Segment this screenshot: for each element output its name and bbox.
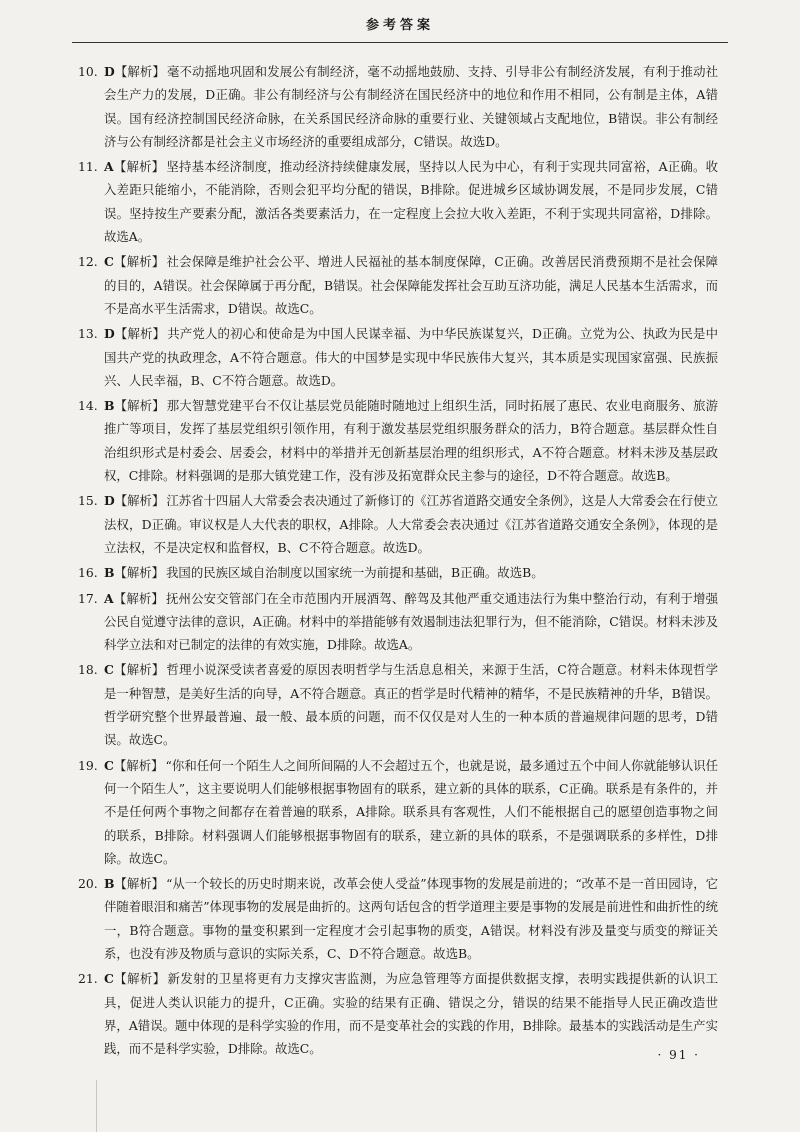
answer-item [78,754,718,870]
answer-key: A [104,159,114,175]
question-number: 20. [78,876,98,892]
analysis-text: “你和任何一个陌生人之间所间隔的人不会超过五个，也就是说，最多通过五个中间人你就能够认识任何一个陌生人”，这主要说明人们能够根据事物固有的联系，建立新的具体的联系，C正确。联系是有条件的，并不是任何两个事物之间都存在着普遍的联系，A排除。联系具有客观性，人们不能根据自己的愿望创造事物之间的联系，B排除。材料强调人们能够根据事物固有的联系，建立新的具体的联系，不是强调联系的多样性，D排除。故选C。 [104,757,718,866]
analysis-tag: 【解析】 [114,493,165,509]
analysis-text: 毫不动摇地巩固和发展公有制经济，毫不动摇地鼓励、支持、引导非公有制经济发展，有利于推动社会生产力的发展，D正确。非公有制经济与公有制经济在国民经济中的地位和作用不相同，公有制是主体，A错误。国有经济控制国民经济命脉，在关系国民经济命脉的重要行业、关键领域占支配地位，B错误。非公有制经济与公有制经济都是社会主义市场经济的重要组成部分，C错误。故选D。 [104,64,719,149]
answer-item [78,587,718,657]
answer-item [78,967,718,1060]
question-number: 12. [78,254,98,270]
analysis-tag: 【解析】 [114,326,166,342]
header-divider [72,42,728,43]
answer-item [78,658,718,751]
analysis-text: 江苏省十四届人大常委会表决通过了新修订的《江苏省道路交通安全条例》，这是人大常委会在行使立法权，D正确。审议权是人大代表的职权，A排除。人大常委会表决通过《江苏省道路交通安全条例》，体现的是立法权，不是决定权和监督权，B、C不符合题意。故选D。 [104,493,718,555]
question-number: 11. [78,159,98,175]
answer-list [78,60,718,1062]
answer-key: C [104,662,114,678]
question-number: 10. [78,64,98,79]
analysis-text: 抚州公安交管部门在全市范围内开展酒驾、醉驾及其他严重交通违法行为集中整治行动，有利于增强公民自觉遵守法律的意识，A正确。材料中的举措能够有效遏制违法犯罪行为，但不能消除，C错误。材料未涉及科学立法和对已制定的法律的有效实施，D排除。故选A。 [104,590,719,653]
answer-item [78,250,718,320]
analysis-tag: 【解析】 [113,662,165,678]
analysis-text: “从一个较长的历史时期来说，改革会使人受益”体现事物的发展是前进的；“改革不是一首田园诗，它伴随着眼泪和痛苦”体现事物的发展是曲折的。这两句话包含的哲学道理主要是事物的发展是前进性和曲折性的统一，B符合题意。事物的量变积累到一定程度才会引起事物的质变，A错误。材料没有涉及量变与质变的辩证关系，也没有涉及物质与意识的实际关系，C、D不符合题意。故选B。 [104,876,718,961]
question-number: 15. [78,493,98,509]
answer-item [78,489,718,559]
answer-key: C [104,971,114,987]
answer-key: D [104,64,115,79]
question-number: 18. [78,662,98,678]
answer-key: B [104,876,115,892]
answer-item [78,155,718,248]
analysis-tag: 【解析】 [114,64,165,79]
question-number: 14. [78,398,98,414]
analysis-text: 哲理小说深受读者喜爱的原因表明哲学与生活息息相关，来源于生活，C符合题意。材料未体现哲学是一种智慧，是美好生活的向导，A不符合题意。真正的哲学是时代精神的精华，不是民族精神的升华，B错误。哲学研究整个世界最普遍、最一般、最本质的问题，而不仅仅是对人生的一种本质的普遍规律问题的思考，D错误。故选C。 [104,662,719,748]
analysis-tag: 【解析】 [114,565,165,581]
analysis-text: 那大智慧党建平台不仅让基层党员能随时随地过上组织生活，同时拓展了惠民、农业电商服务、旅游推广等项目，发挥了基层党组织引领作用，有利于激发基层党组织服务群众的活力，B符合题意。基层群众性自治组织形式是村委会、居委会，材料中的举措并无创新基层治理的组织形式，A不符合题意。材料未涉及基层政权，C排除。材料强调的是那大镇党建工作，没有涉及拓宽群众民主参与的途径，D不符合题意。故选B。 [104,398,719,484]
analysis-tag: 【解析】 [113,757,164,773]
analysis-text: 共产党人的初心和使命是为中国人民谋幸福、为中华民族谋复兴，D正确。立党为公、执政为民是中国共产党的执政理念，A不符合题意。伟大的中国梦是实现中华民族伟大复兴，其本质是实现国家富强、民族振兴、人民幸福，B、C不符合题意。故选D。 [104,326,719,388]
analysis-text: 我国的民族区域自治制度以国家统一为前提和基础，B正确。故选B。 [166,565,544,581]
page-header-title: 参考答案 [365,18,434,33]
page-number: · 91 · [657,1048,700,1062]
question-number: 13. [78,326,98,342]
analysis-text: 新发射的卫星将更有力支撑灾害监测，为应急管理等方面提供数据支撑，表明实践提供新的认识工具，促进人类认识能力的提升，C正确。实验的结果有正确、错误之分，错误的结果不能指导人民正确改造世界，A错误。题中体现的是科学实验的作用，而不是变革社会的实践的作用，B排除。最基本的实践活动是生产实践，而不是科学实验，D排除。故选C。 [104,971,719,1057]
analysis-tag: 【解析】 [113,159,165,175]
answer-key: B [104,565,115,581]
answer-key: D [104,493,115,509]
analysis-tag: 【解析】 [113,254,165,270]
answer-item [78,60,718,153]
answer-key: C [104,254,114,270]
analysis-tag: 【解析】 [113,971,166,987]
analysis-tag: 【解析】 [114,876,165,892]
analysis-tag: 【解析】 [113,590,164,606]
answer-item [78,872,718,965]
answer-key: C [104,757,114,773]
answer-key: B [104,398,115,414]
answer-item [78,394,718,487]
question-number: 17. [78,590,98,606]
analysis-text: 坚持基本经济制度，推动经济持续健康发展，坚持以人民为中心，有利于实现共同富裕，A正确。收入差距只能缩小，不能消除，否则会犯平均分配的错误，B排除。促进城乡区域协调发展，不是同步发展，C错误。坚持按生产要素分配，激活各类要素活力，在一定程度上会拉大收入差距，不利于实现共同富裕，D排除。故选A。 [104,159,718,245]
answer-key: D [104,326,115,342]
question-number: 21. [78,971,98,987]
question-number: 16. [78,565,98,581]
question-number: 19. [78,757,98,773]
analysis-text: 社会保障是维护社会公平、增进人民福祉的基本制度保障，C正确。改善居民消费预期不是社会保障的目的，A错误。社会保障属于再分配，B错误。社会保障能发挥社会互助互济功能，满足人民基本生活需求，而不是高水平生活需求，D错误。故选C。 [104,254,719,316]
analysis-tag: 【解析】 [114,398,165,414]
answer-item [78,322,718,392]
answer-key: A [104,590,114,606]
binding-margin-line [96,1080,97,1132]
answer-item [78,561,718,584]
